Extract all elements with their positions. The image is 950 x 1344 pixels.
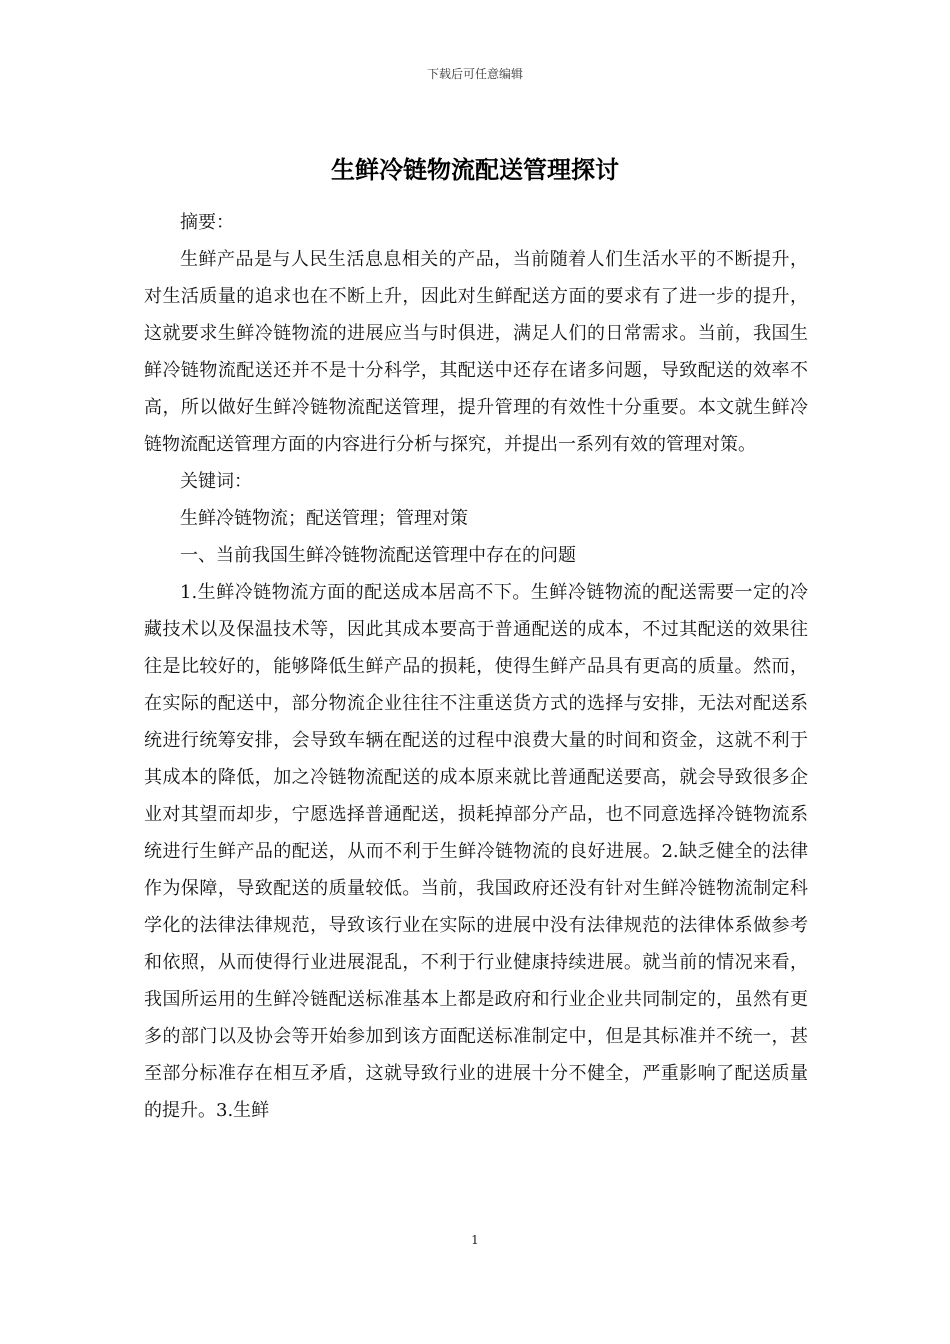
page-number: 1 [471, 1233, 479, 1247]
header-note: 下载后可任意编辑 [426, 67, 523, 81]
abstract-label: 摘要： [180, 212, 234, 233]
document-body [144, 204, 808, 1129]
keywords-paragraph: 生鲜冷链物流；配送管理；管理对策 [180, 508, 468, 529]
abstract-paragraph: 生鲜产品是与人民生活息息相关的产品，当前随着人们生活水平的不断提升，对生活质量的追求也在不断上升，因此对生鲜配送方面的要求有了进一步的提升，这就要求生鲜冷链物流的进展应当与时俱进，满足人们的日常需求。当前，我国生鲜冷链物流配送还并不是十分科学，其配送中还存在诸多问题，导致配送的效率不高，所以做好生鲜冷链物流配送管理，提升管理的有效性十分重要。本文就生鲜冷链物流配送管理方面的内容进行分析与探究，并提出一系列有效的管理对策。 [144, 249, 808, 455]
body-paragraph: 1.生鲜冷链物流方面的配送成本居高不下。生鲜冷链物流的配送需要一定的冷藏技术以及保温技术等，因此其成本要高于普通配送的成本，不过其配送的效果往往是比较好的，能够降低生鲜产品的损耗，使得生鲜产品具有更高的质量。然而，在实际的配送中，部分物流企业往往不注重送货方式的选择与安排，无法对配送系统进行统筹安排，会导致车辆在配送的过程中浪费大量的时间和资金，这就不利于其成本的降低，加之冷链物流配送的成本原来就比普通配送要高，就会导致很多企业对其望而却步，宁愿选择普通配送，损耗掉部分产品，也不同意选择冷链物流系统进行生鲜产品的配送，从而不利于生鲜冷链物流的良好进展。2.缺乏健全的法律作为保障，导致配送的质量较低。当前，我国政府还没有针对生鲜冷链物流制定科学化的法律法律规范，导致该行业在实际的进展中没有法律规范的法律体系做参考和依照，从而使得行业进展混乱，不利于行业健康持续进展。就当前的情况来看，我国所运用的生鲜冷链配送标准基本上都是政府和行业企业共同制定的，虽然有更多的部门以及协会等开始参加到该方面配送标准制定中，但是其标准并不统一，甚至部分标准存在相互矛盾，这就导致行业的进展十分不健全，严重影响了配送质量的提升。3.生鲜 [144, 582, 808, 1121]
document-title: 生鲜冷链物流配送管理探讨 [331, 155, 619, 184]
keywords-label: 关键词： [180, 471, 252, 492]
section-heading: 一、当前我国生鲜冷链物流配送管理中存在的问题 [180, 545, 576, 566]
